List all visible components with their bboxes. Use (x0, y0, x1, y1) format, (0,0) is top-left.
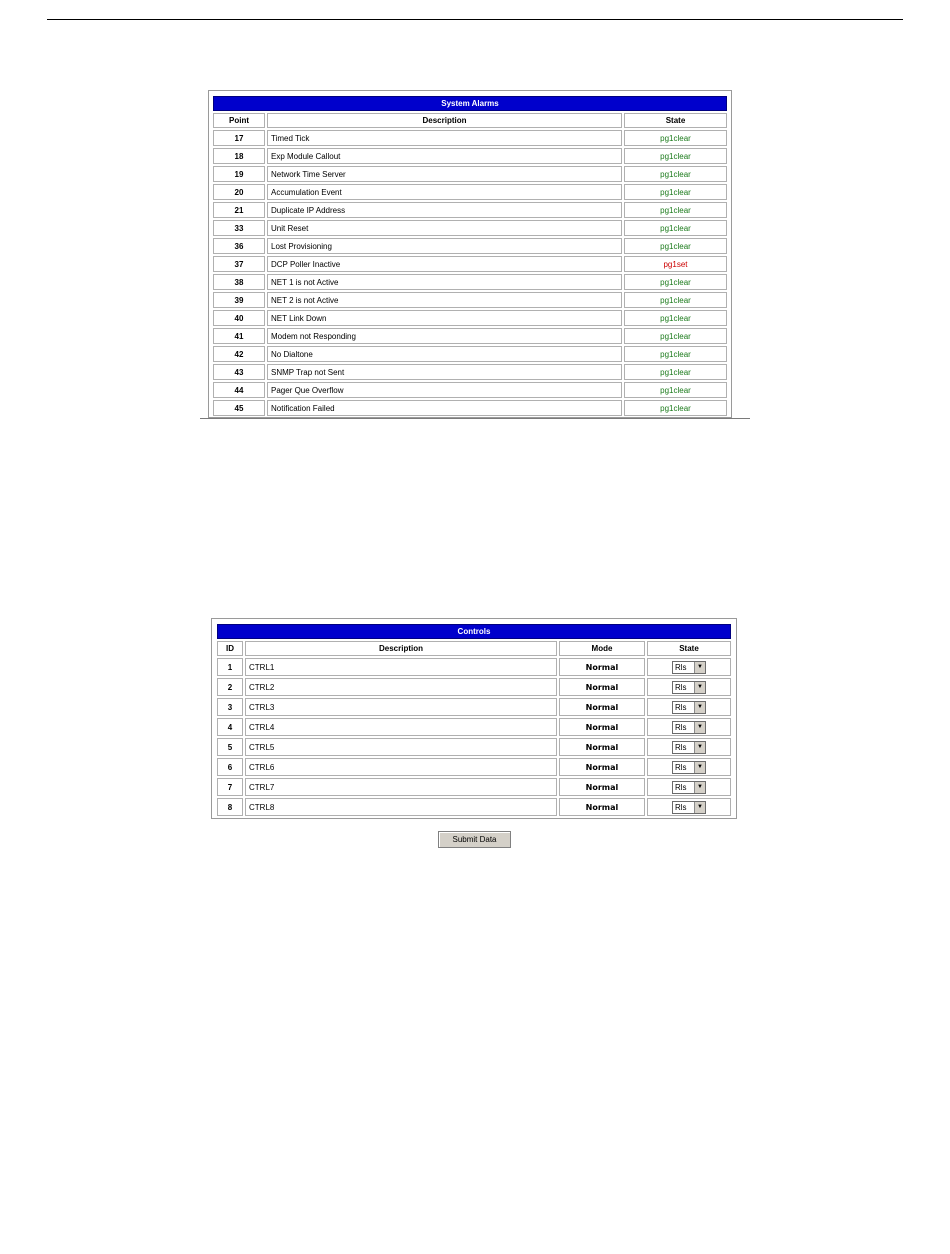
alarm-point: 20 (213, 184, 265, 200)
alarm-state: pg1clear (624, 328, 727, 344)
control-id: 2 (217, 678, 243, 696)
column-header-mode: Mode (559, 641, 645, 656)
alarm-description: Duplicate IP Address (267, 202, 622, 218)
table-row (217, 798, 731, 816)
chevron-down-icon[interactable]: ▼ (694, 762, 705, 773)
column-header-description: Description (267, 113, 622, 128)
alarm-point: 42 (213, 346, 265, 362)
alarm-description: Lost Provisioning (267, 238, 622, 254)
alarm-point: 36 (213, 238, 265, 254)
alarm-description: SNMP Trap not Sent (267, 364, 622, 380)
alarm-state: pg1set (624, 256, 727, 272)
alarm-point: 38 (213, 274, 265, 290)
alarm-description: NET 1 is not Active (267, 274, 622, 290)
column-header-state: State (624, 113, 727, 128)
alarm-state: pg1clear (624, 400, 727, 416)
control-description: CTRL7 (245, 778, 557, 796)
alarm-state: pg1clear (624, 184, 727, 200)
chevron-down-icon[interactable]: ▼ (694, 662, 705, 673)
alarm-state: pg1clear (624, 364, 727, 380)
control-state-value: Rls (674, 802, 687, 812)
control-state-select[interactable] (672, 701, 706, 714)
control-state-select[interactable] (672, 781, 706, 794)
system-alarms-table (211, 94, 729, 418)
control-state-cell (647, 698, 731, 716)
alarm-description: Unit Reset (267, 220, 622, 236)
table-row (217, 678, 731, 696)
control-id: 1 (217, 658, 243, 676)
controls-panel (211, 618, 737, 819)
control-state-value: Rls (674, 742, 687, 752)
alarm-description: Accumulation Event (267, 184, 622, 200)
table-row (213, 382, 727, 398)
alarm-state: pg1clear (624, 202, 727, 218)
alarm-rows (213, 130, 727, 416)
table-row (213, 220, 727, 236)
alarm-point: 41 (213, 328, 265, 344)
control-state-cell (647, 658, 731, 676)
control-description: CTRL5 (245, 738, 557, 756)
control-state-select[interactable] (672, 661, 706, 674)
control-mode: Normal (559, 738, 645, 756)
control-mode: Normal (559, 758, 645, 776)
alarm-point: 17 (213, 130, 265, 146)
control-description: CTRL1 (245, 658, 557, 676)
alarm-description: Network Time Server (267, 166, 622, 182)
alarm-description: Modem not Responding (267, 328, 622, 344)
alarm-point: 39 (213, 292, 265, 308)
alarms-bottom-rule (200, 418, 750, 419)
control-description: CTRL2 (245, 678, 557, 696)
page-header-rule (47, 19, 903, 20)
table-row (213, 346, 727, 362)
control-state-select[interactable] (672, 761, 706, 774)
control-description: CTRL6 (245, 758, 557, 776)
alarm-description: Exp Module Callout (267, 148, 622, 164)
column-header-point: Point (213, 113, 265, 128)
control-description: CTRL3 (245, 698, 557, 716)
table-row (213, 166, 727, 182)
alarm-point: 43 (213, 364, 265, 380)
control-state-value: Rls (674, 722, 687, 732)
control-id: 8 (217, 798, 243, 816)
system-alarms-title: System Alarms (213, 96, 727, 111)
table-row (217, 778, 731, 796)
control-description: CTRL8 (245, 798, 557, 816)
table-row (213, 292, 727, 308)
control-state-cell (647, 678, 731, 696)
control-state-select[interactable] (672, 721, 706, 734)
alarm-state: pg1clear (624, 148, 727, 164)
control-state-value: Rls (674, 662, 687, 672)
table-row (217, 758, 731, 776)
alarm-description: Pager Que Overflow (267, 382, 622, 398)
control-id: 3 (217, 698, 243, 716)
alarm-state: pg1clear (624, 382, 727, 398)
table-row (213, 184, 727, 200)
chevron-down-icon[interactable]: ▼ (694, 742, 705, 753)
control-description: CTRL4 (245, 718, 557, 736)
column-header-id: ID (217, 641, 243, 656)
submit-data-button[interactable]: Submit Data (438, 831, 511, 848)
control-id: 7 (217, 778, 243, 796)
table-row (213, 274, 727, 290)
control-rows (217, 658, 731, 816)
chevron-down-icon[interactable]: ▼ (694, 802, 705, 813)
control-mode: Normal (559, 678, 645, 696)
chevron-down-icon[interactable]: ▼ (694, 682, 705, 693)
table-row (213, 364, 727, 380)
chevron-down-icon[interactable]: ▼ (694, 702, 705, 713)
chevron-down-icon[interactable]: ▼ (694, 722, 705, 733)
alarm-description: Notification Failed (267, 400, 622, 416)
control-state-select[interactable] (672, 801, 706, 814)
control-state-cell (647, 778, 731, 796)
alarm-description: NET Link Down (267, 310, 622, 326)
alarm-state: pg1clear (624, 346, 727, 362)
control-state-value: Rls (674, 782, 687, 792)
control-mode: Normal (559, 798, 645, 816)
table-row (217, 698, 731, 716)
table-row (217, 658, 731, 676)
alarm-state: pg1clear (624, 220, 727, 236)
column-header-state: State (647, 641, 731, 656)
controls-table (215, 622, 733, 818)
control-state-value: Rls (674, 762, 687, 772)
alarm-state: pg1clear (624, 238, 727, 254)
control-mode: Normal (559, 778, 645, 796)
table-row (213, 328, 727, 344)
control-state-cell (647, 758, 731, 776)
column-header-description: Description (245, 641, 557, 656)
table-row (217, 718, 731, 736)
alarm-point: 40 (213, 310, 265, 326)
control-state-cell (647, 718, 731, 736)
system-alarms-panel (208, 90, 732, 418)
control-state-select[interactable] (672, 741, 706, 754)
table-row (213, 238, 727, 254)
alarm-state: pg1clear (624, 130, 727, 146)
control-id: 6 (217, 758, 243, 776)
control-state-value: Rls (674, 702, 687, 712)
alarm-point: 44 (213, 382, 265, 398)
alarm-state: pg1clear (624, 310, 727, 326)
table-row (217, 738, 731, 756)
table-row (213, 202, 727, 218)
control-mode: Normal (559, 658, 645, 676)
control-mode: Normal (559, 698, 645, 716)
alarm-description: NET 2 is not Active (267, 292, 622, 308)
chevron-down-icon[interactable]: ▼ (694, 782, 705, 793)
control-state-select[interactable] (672, 681, 706, 694)
alarm-point: 45 (213, 400, 265, 416)
alarm-state: pg1clear (624, 292, 727, 308)
alarm-point: 19 (213, 166, 265, 182)
control-state-cell (647, 738, 731, 756)
table-row (213, 400, 727, 416)
table-row (213, 130, 727, 146)
control-id: 5 (217, 738, 243, 756)
alarm-description: DCP Poller Inactive (267, 256, 622, 272)
alarm-state: pg1clear (624, 166, 727, 182)
control-mode: Normal (559, 718, 645, 736)
alarm-point: 18 (213, 148, 265, 164)
table-row (213, 256, 727, 272)
alarm-point: 33 (213, 220, 265, 236)
alarm-description: No Dialtone (267, 346, 622, 362)
alarm-state: pg1clear (624, 274, 727, 290)
alarm-point: 21 (213, 202, 265, 218)
alarm-description: Timed Tick (267, 130, 622, 146)
control-state-cell (647, 798, 731, 816)
control-state-value: Rls (674, 682, 687, 692)
alarm-point: 37 (213, 256, 265, 272)
controls-title: Controls (217, 624, 731, 639)
control-id: 4 (217, 718, 243, 736)
table-row (213, 148, 727, 164)
table-row (213, 310, 727, 326)
